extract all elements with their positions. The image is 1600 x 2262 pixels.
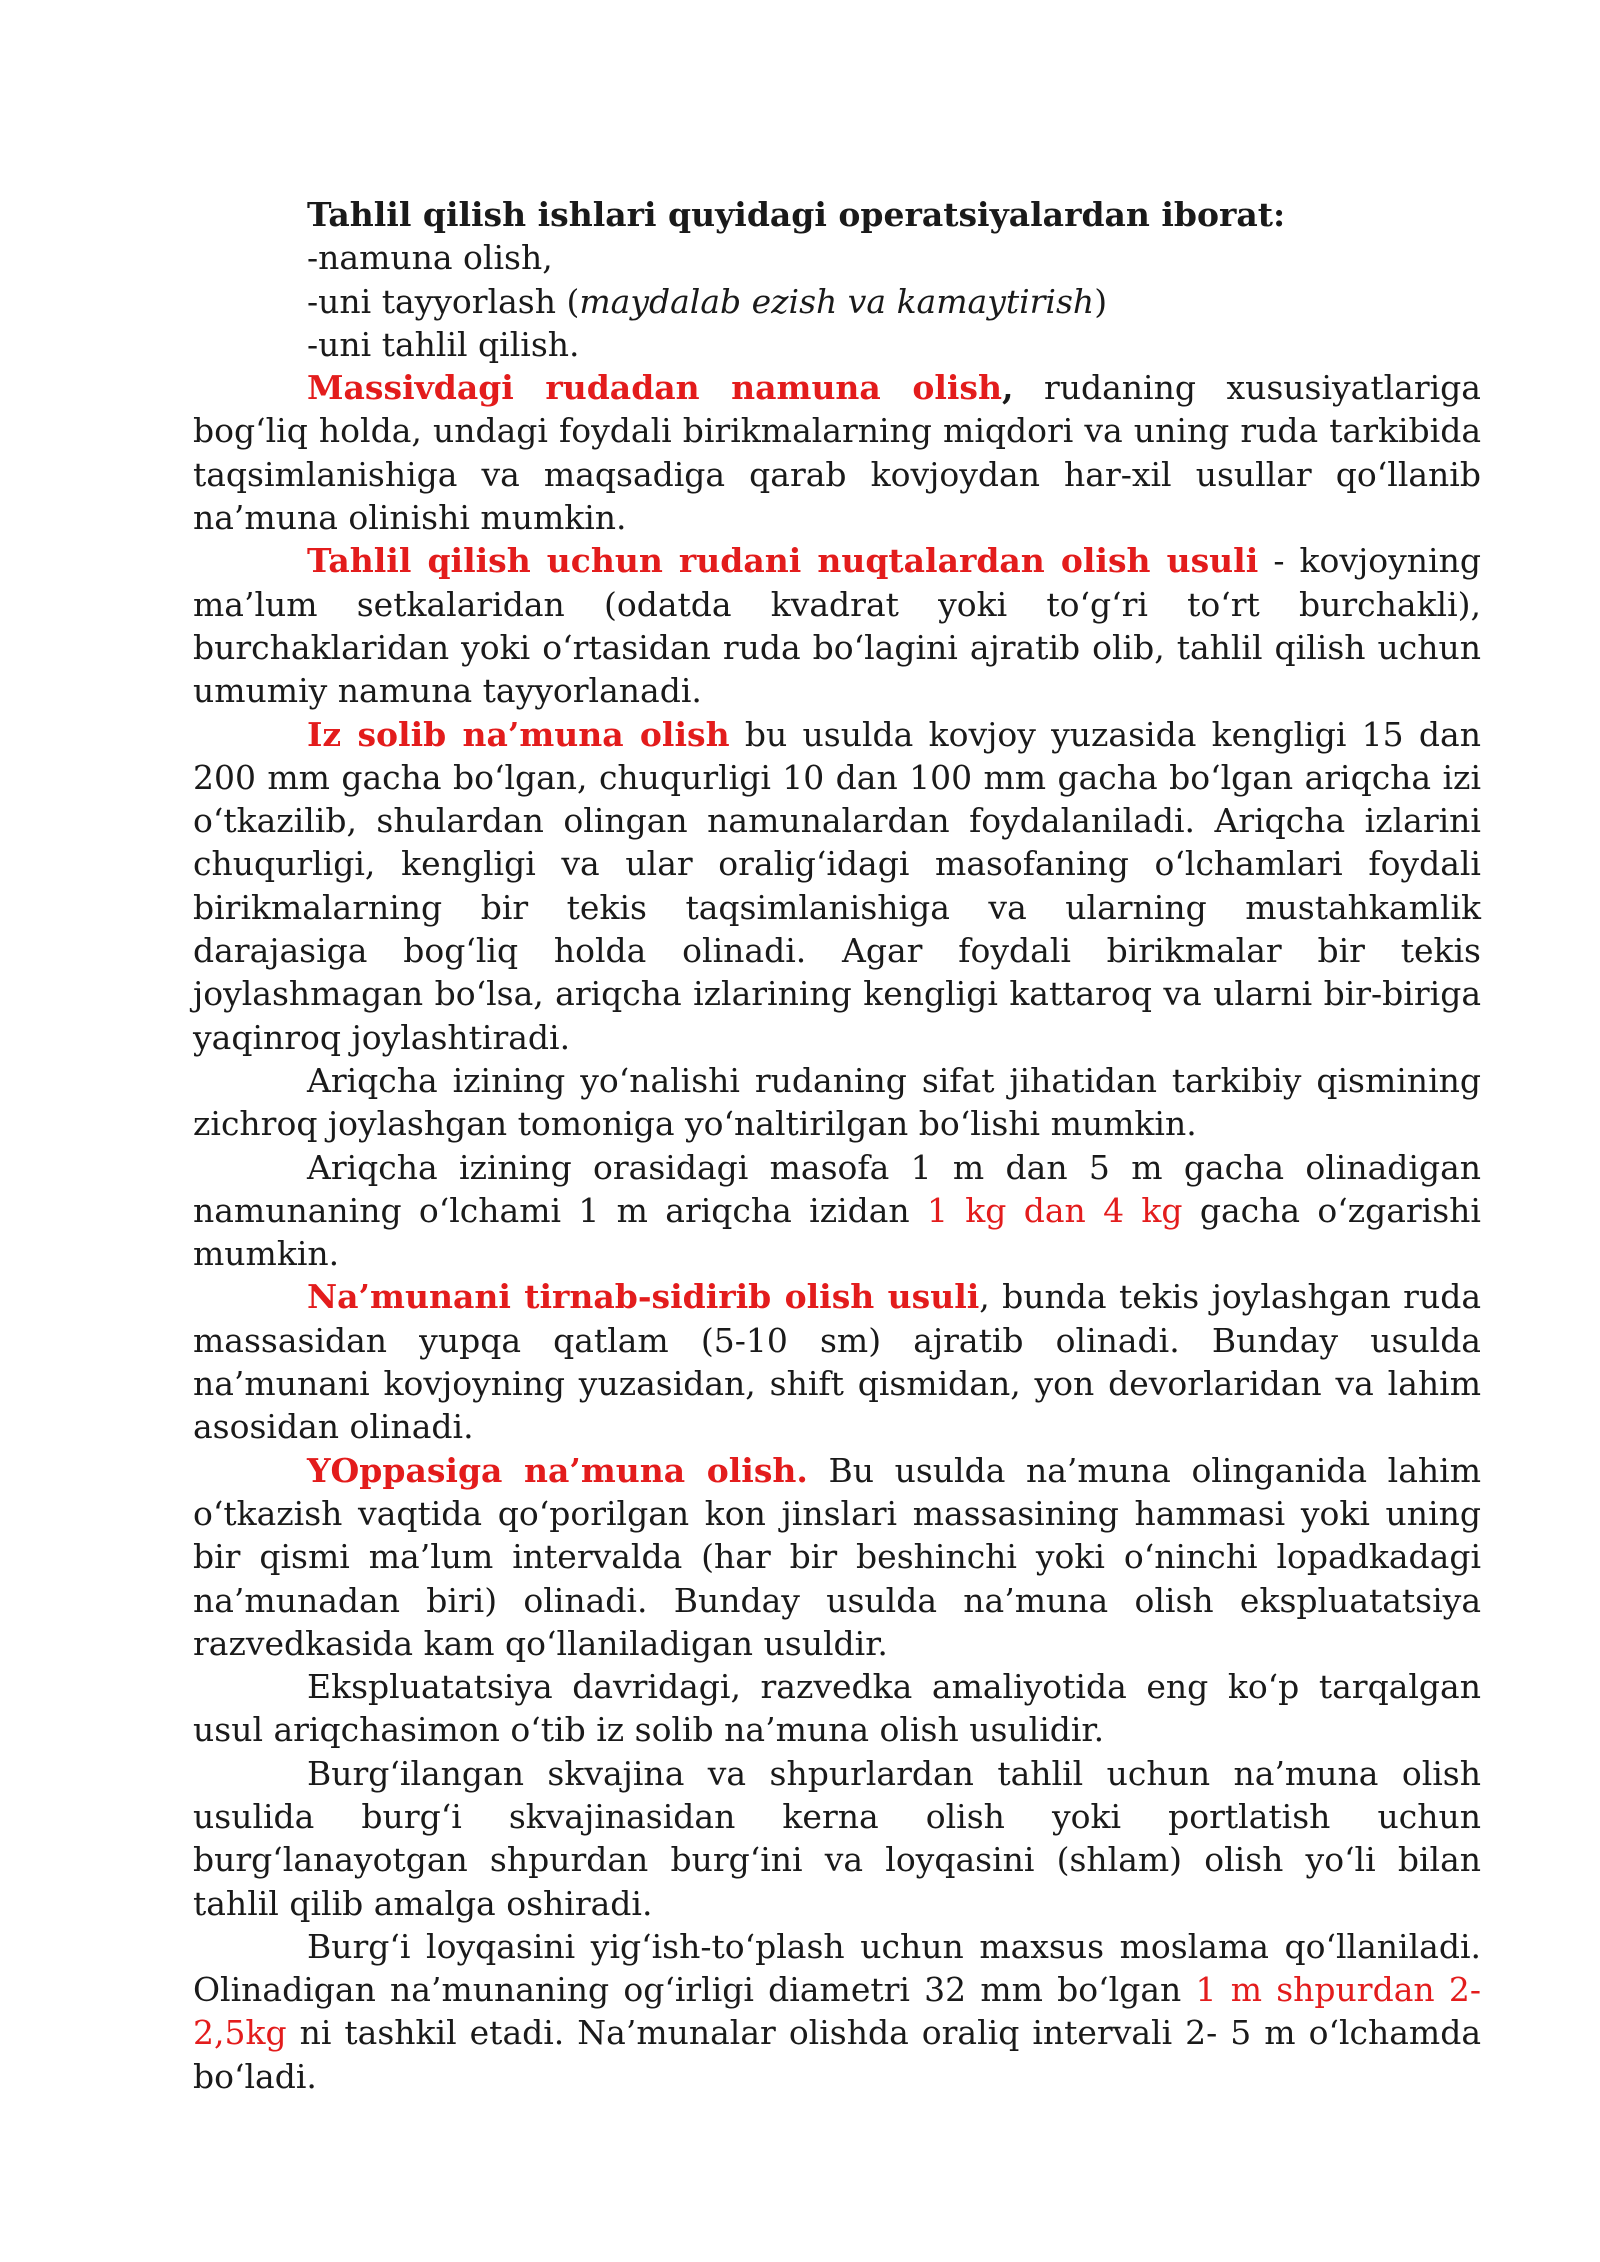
paragraph-nuqta	[193, 539, 1481, 712]
paragraph-tirnab	[193, 1275, 1481, 1448]
highlight-shpur-kg: 1 m shpurdan 2-2,5kg	[193, 1970, 1481, 2053]
paragraph-massiv	[193, 366, 1481, 539]
paragraph-burgilangan: Burg‘ilangan skvajina va shpurlardan tahlil uchun na’muna olish usulida burg‘i skvajinasidan kerna olish yoki portlatish uchun burg‘lanayotgan shpurdan burg‘ini va loyqasini (shlam) olish yo‘li bilan tahlil qilib amalga oshiradi.	[193, 1753, 1481, 1923]
term-massiv-comma: ,	[1001, 368, 1014, 408]
term-nuqta: Tahlil qilish uchun rudani nuqtalardan olish usuli	[307, 541, 1259, 581]
operations-item-2	[193, 280, 1481, 323]
operations-item-2-text: -uni tayyorlash (	[307, 281, 580, 321]
paragraph-massiv-text: rudaning xususiyatlariga bog‘liq holda, undagi foydali birikmalarning miqdori va uning ruda tarkibida taqsimlanishiga va maqsadiga qarab kovjoydan har-xil usullar qo‘llanib na’muna olinishi mumkin.	[193, 368, 1481, 538]
paragraph-ariqcha-masofa	[193, 1146, 1481, 1276]
operations-item-1: -namuna olish,	[307, 238, 553, 278]
operations-item-2-close: )	[1094, 281, 1108, 321]
paragraph-burgi-loyqasi	[193, 1925, 1481, 2098]
paragraph-burgi-loyqasi-text-a: Burg‘i loyqasini yig‘ish-to‘plash uchun maxsus moslama qo‘llaniladi. Olinadigan na’munaning og‘irligi diametri 32 mm bo‘lgan	[193, 1926, 1481, 2010]
term-iz-solib: Iz solib na’muna olish	[307, 714, 730, 754]
operations-item-2-italic: maydalab ezish va kamaytirish	[579, 281, 1095, 321]
document-page	[193, 193, 1481, 2098]
paragraph-yoppasiga	[193, 1449, 1481, 1665]
operations-heading: Tahlil qilish ishlari quyidagi operatsiyalardan iborat:	[307, 195, 1286, 234]
paragraph-iz-solib-text: bu usulda kovjoy yuzasida kengligi 15 dan 200 mm gacha bo‘lgan, chuqurligi 10 dan 100 mm gacha bo‘lgan ariqcha izi o‘tkazilib, shulardan olingan namunalardan foydalaniladi. Ariqcha izlarini chuqurligi, kengligi va ular oralig‘idagi masofaning o‘lchamlari foydali birikmalarning bir tekis taqsimlanishiga va ularning mustahkamlik darajasiga bog‘liq holda olinadi. Agar foydali birikmalar bir tekis joylashmagan bo‘lsa, ariqcha izlarining kengligi kattaroq va ularni bir-biriga yaqinroq joylashtiradi.	[193, 714, 1481, 1057]
paragraph-yoppasiga-text: Bu usulda na’muna olinganida lahim o‘tkazish vaqtida qo‘porilgan kon jinslari massasining hammasi yoki uning bir qismi ma’lum intervalda (har bir beshinchi yoki o‘ninchi lopadkadagi na’munadan biri) olinadi. Bunday usulda na’muna olish ekspluatatsiya razvedkasida kam qo‘llaniladigan usuldir.	[193, 1450, 1481, 1663]
paragraph-ariqcha-masofa-text-b: gacha o‘zgarishi mumkin.	[193, 1190, 1481, 1274]
paragraph-ariqcha-yonalishi: Ariqcha izining yo‘nalishi rudaning sifat jihatidan tarkibiy qismining zichroq joylashgan tomoniga yo‘naltirilgan bo‘lishi mumkin.	[193, 1060, 1481, 1144]
highlight-kg-range: 1 kg dan 4 kg	[927, 1190, 1183, 1230]
term-yoppasiga: YOppasiga na’muna olish.	[307, 1450, 808, 1490]
term-massiv: Massivdagi rudadan namuna olish	[307, 368, 1002, 408]
paragraph-ariqcha-masofa-text-a: Ariqcha izining orasidagi masofa 1 m dan 5 m gacha olinadigan namunaning o‘lchami 1 m ariqcha izidan	[193, 1147, 1481, 1230]
paragraph-burgi-loyqasi-text-b: ni tashkil etadi. Na’munalar olishda oraliq intervali 2- 5 m o‘lchamda bo‘ladi.	[193, 2013, 1481, 2096]
paragraph-iz-solib	[193, 713, 1481, 1059]
paragraph-nuqta-text: - kovjoyning ma’lum setkalaridan (odatda kvadrat yoki to‘g‘ri to‘rt burchakli), burchaklaridan yoki o‘rtasidan ruda bo‘lagini ajratib olib, tahlil qilish uchun umumiy namuna tayyorlanadi.	[193, 541, 1481, 711]
operations-list	[193, 193, 1481, 366]
paragraph-tirnab-text: , bunda tekis joylashgan ruda massasidan yupqa qatlam (5-10 sm) ajratib olinadi. Bunday usulda na’munani kovjoyning yuzasidan, shift qismidan, yon devorlaridan va lahim asosidan olinadi.	[193, 1277, 1481, 1447]
paragraph-ekspluatatsiya: Ekspluatatsiya davridagi, razvedka amaliyotida eng ko‘p tarqalgan usul ariqchasimon o‘tib iz solib na’muna olish usulidir.	[193, 1667, 1481, 1750]
operations-item-3: -uni tahlil qilish.	[307, 324, 580, 364]
term-tirnab: Na’munani tirnab-sidirib olish usuli	[307, 1277, 980, 1317]
